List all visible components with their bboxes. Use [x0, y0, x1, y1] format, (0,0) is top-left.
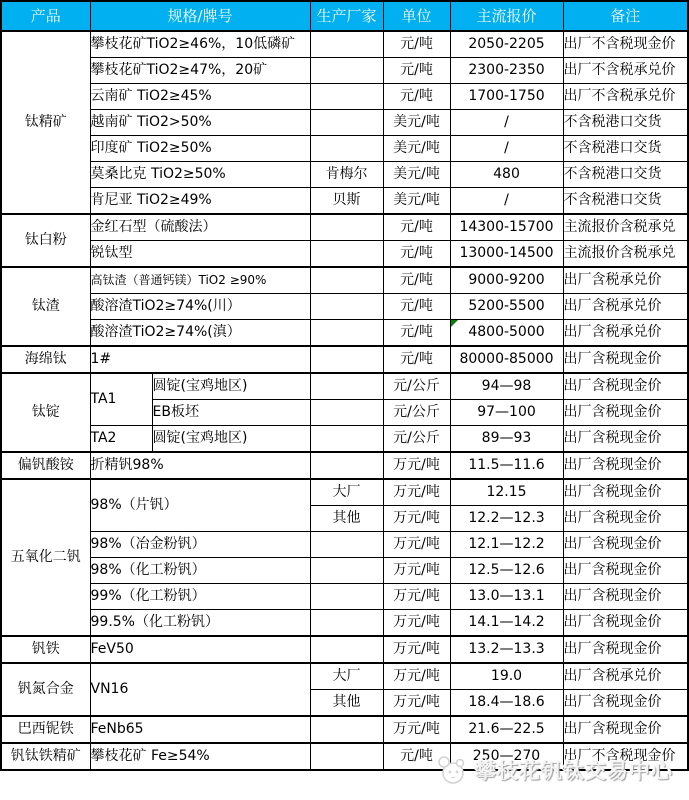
shape-cell: 圆锭(宝鸡地区): [152, 373, 310, 400]
maker-cell: 肯梅尔: [310, 162, 383, 188]
spec-cell: 高钛渣（普通钙镁）TiO2 ≥90%: [90, 267, 310, 294]
price-cell: /: [450, 136, 563, 162]
maker-cell: [310, 400, 383, 426]
price-cell: [450, 320, 563, 347]
spec-cell: 攀枝花矿 Fe≥54%: [90, 743, 310, 770]
product-cell: 钛渣: [1, 267, 90, 346]
product-cell: 偏钒酸铵: [1, 452, 90, 479]
note-cell: 出厂含税现金价: [563, 400, 688, 426]
note-cell: 出厂含税现金价: [563, 558, 688, 584]
maker-cell: [310, 426, 383, 453]
maker-cell: [310, 610, 383, 637]
shape-cell: 圆锭(宝鸡地区): [152, 426, 310, 453]
note-cell: 出厂不含税承兑价: [563, 84, 688, 110]
spec-cell: 攀枝花矿TiO2≥47%，20矿: [90, 58, 310, 84]
brand-watermark: [436, 754, 673, 786]
note-cell: 出厂不含税承兑价: [563, 58, 688, 84]
price-cell: 5200-5500: [450, 294, 563, 320]
unit-cell: 万元/吨: [383, 479, 450, 506]
spec-cell: 金红石型（硫酸法）: [90, 214, 310, 241]
note-cell: 出厂含税承兑价: [563, 320, 688, 347]
table-row: [1, 320, 688, 347]
spec-cell: 云南矿 TiO2≥45%: [90, 84, 310, 110]
price-cell: 2300-2350: [450, 58, 563, 84]
price-cell: 80000-85000: [450, 346, 563, 373]
grade-cell: TA2: [90, 426, 152, 453]
unit-cell: 美元/吨: [383, 162, 450, 188]
table-row: [1, 31, 688, 58]
product-cell: 巴西铌铁: [1, 716, 90, 743]
unit-cell: 元/公斤: [383, 400, 450, 426]
col-header-product: 产品: [1, 1, 90, 31]
col-header-unit: 单位: [383, 1, 450, 31]
table-row: [1, 663, 688, 690]
maker-cell: [310, 31, 383, 58]
table-row: [1, 558, 688, 584]
price-cell: /: [450, 110, 563, 136]
price-cell: 12.1—12.2: [450, 532, 563, 558]
table-row: [1, 584, 688, 610]
col-header-spec: 规格/牌号: [90, 1, 310, 31]
table-row: [1, 110, 688, 136]
brand-name: 攀枝花钒钛交易中心: [475, 759, 673, 783]
unit-cell: 万元/吨: [383, 663, 450, 690]
spec-cell: 折精钒98%: [90, 452, 310, 479]
price-cell: 97—100: [450, 400, 563, 426]
table-row: [1, 716, 688, 743]
product-cell: 五氧化二钒: [1, 479, 90, 636]
spec-cell: 98%（化工粉钒）: [90, 558, 310, 584]
note-cell: 出厂含税现金价: [563, 452, 688, 479]
spec-cell: 莫桑比克 TiO2≥50%: [90, 162, 310, 188]
note-cell: 主流报价含税承兑: [563, 214, 688, 241]
price-cell: 94—98: [450, 373, 563, 400]
table-row: [1, 636, 688, 663]
spec-cell: 印度矿 TiO2≥50%: [90, 136, 310, 162]
spec-cell: 越南矿 TiO2>50%: [90, 110, 310, 136]
maker-cell: 贝斯: [310, 188, 383, 215]
cell-corner-flag-icon: [451, 320, 458, 327]
product-cell: 钒铁: [1, 636, 90, 663]
spec-cell: 1#: [90, 346, 310, 373]
unit-cell: 元/吨: [383, 31, 450, 58]
spec-cell: 98%（冶金粉钒）: [90, 532, 310, 558]
note-cell: 出厂不含税现金价: [563, 743, 688, 770]
price-cell: 480: [450, 162, 563, 188]
product-cell: 钒钛铁精矿: [1, 743, 90, 770]
spec-cell: 99.5%（化工粉钒）: [90, 610, 310, 637]
note-cell: 出厂含税承兑价: [563, 267, 688, 294]
note-cell: 出厂含税现金价: [563, 532, 688, 558]
unit-cell: 元/公斤: [383, 373, 450, 400]
product-cell: 钛精矿: [1, 31, 90, 214]
unit-cell: 元/吨: [383, 346, 450, 373]
note-cell: 出厂含税现金价: [563, 610, 688, 637]
product-cell: 海绵钛: [1, 346, 90, 373]
grade-cell: TA1: [90, 373, 152, 426]
table-row: [1, 136, 688, 162]
unit-cell: 元/公斤: [383, 426, 450, 453]
price-cell: 89—93: [450, 426, 563, 453]
note-cell: 出厂含税现金价: [563, 716, 688, 743]
maker-cell: [310, 558, 383, 584]
note-cell: 出厂含税现金价: [563, 636, 688, 663]
maker-cell: [310, 532, 383, 558]
price-cell: 12.15: [450, 479, 563, 506]
spec-cell: 锐钛型: [90, 241, 310, 268]
unit-cell: 万元/吨: [383, 716, 450, 743]
spec-cell: 攀枝花矿TiO2≥46%，10低磷矿: [90, 31, 310, 58]
maker-cell: [310, 636, 383, 663]
note-cell: 出厂含税现金价: [563, 479, 688, 506]
note-cell: 出厂含税现金价: [563, 426, 688, 453]
note-cell: 出厂含税现金价: [563, 584, 688, 610]
price-cell: 14.1—14.2: [450, 610, 563, 637]
unit-cell: 万元/吨: [383, 452, 450, 479]
note-cell: 出厂含税现金价: [563, 690, 688, 717]
price-cell: 12.5—12.6: [450, 558, 563, 584]
maker-cell: 大厂: [310, 479, 383, 506]
maker-cell: [310, 241, 383, 268]
note-cell: 出厂含税现金价: [563, 373, 688, 400]
col-header-maker: 生产厂家: [310, 1, 383, 31]
unit-cell: 万元/吨: [383, 690, 450, 717]
table-row: [1, 426, 688, 453]
spec-cell: VN16: [90, 663, 310, 716]
spec-cell: 99%（化工粉钒）: [90, 584, 310, 610]
price-cell: /: [450, 188, 563, 215]
unit-cell: 元/吨: [383, 84, 450, 110]
price-cell: 1700-1750: [450, 84, 563, 110]
table-row: [1, 188, 688, 215]
maker-cell: [310, 267, 383, 294]
table-row: [1, 532, 688, 558]
note-cell: 不含税港口交货: [563, 188, 688, 215]
price-cell: 18.4—18.6: [450, 690, 563, 717]
spec-cell: 98%（片钒）: [90, 479, 310, 532]
maker-cell: [310, 136, 383, 162]
unit-cell: 元/吨: [383, 267, 450, 294]
col-header-note: 备注: [563, 1, 688, 31]
maker-cell: [310, 452, 383, 479]
note-cell: 不含税港口交货: [563, 162, 688, 188]
unit-cell: 美元/吨: [383, 188, 450, 215]
note-cell: 出厂含税承兑价: [563, 663, 688, 690]
maker-cell: [310, 320, 383, 347]
unit-cell: 万元/吨: [383, 610, 450, 637]
unit-cell: 元/吨: [383, 743, 450, 770]
maker-cell: [310, 373, 383, 400]
price-cell: 13000-14500: [450, 241, 563, 268]
spec-cell: 酸溶渣TiO2≥74%(川）: [90, 294, 310, 320]
unit-cell: 元/吨: [383, 214, 450, 241]
price-cell: 13.0—13.1: [450, 584, 563, 610]
table-row: [1, 373, 688, 400]
price-cell: 11.5—11.6: [450, 452, 563, 479]
unit-cell: 万元/吨: [383, 636, 450, 663]
maker-cell: 其他: [310, 506, 383, 532]
price-cell: 250—270: [450, 743, 563, 770]
maker-cell: [310, 84, 383, 110]
product-cell: 钛锭: [1, 373, 90, 452]
unit-cell: 万元/吨: [383, 584, 450, 610]
price-value: 4800-5000: [468, 323, 545, 340]
header-row: [1, 1, 688, 31]
note-cell: 不含税港口交货: [563, 110, 688, 136]
table-row: [1, 84, 688, 110]
maker-cell: [310, 214, 383, 241]
maker-cell: 其他: [310, 690, 383, 717]
maker-cell: [310, 346, 383, 373]
table-row: [1, 214, 688, 241]
unit-cell: 元/吨: [383, 58, 450, 84]
unit-cell: 美元/吨: [383, 136, 450, 162]
table-row: [1, 452, 688, 479]
price-cell: 14300-15700: [450, 214, 563, 241]
note-cell: 出厂含税承兑价: [563, 294, 688, 320]
product-cell: 钛白粉: [1, 214, 90, 267]
table-row: [1, 479, 688, 506]
table-row: [1, 58, 688, 84]
unit-cell: 万元/吨: [383, 506, 450, 532]
note-cell: 出厂含税现金价: [563, 506, 688, 532]
panda-logo-icon: [436, 754, 468, 786]
unit-cell: 元/吨: [383, 320, 450, 347]
price-cell: 19.0: [450, 663, 563, 690]
price-cell: 2050-2205: [450, 31, 563, 58]
table-row: [1, 241, 688, 268]
table-row: [1, 294, 688, 320]
maker-cell: [310, 58, 383, 84]
table-row: [1, 162, 688, 188]
spec-cell: FeV50: [90, 636, 310, 663]
spec-cell: 肯尼亚 TiO2≥49%: [90, 188, 310, 215]
unit-cell: 万元/吨: [383, 532, 450, 558]
note-cell: 出厂不含税现金价: [563, 31, 688, 58]
shape-cell: EB板坯: [152, 400, 310, 426]
note-cell: 出厂含税现金价: [563, 346, 688, 373]
maker-cell: [310, 294, 383, 320]
maker-cell: [310, 584, 383, 610]
unit-cell: 元/吨: [383, 294, 450, 320]
price-cell: 21.6—22.5: [450, 716, 563, 743]
unit-cell: 元/吨: [383, 241, 450, 268]
table-row: [1, 346, 688, 373]
price-cell: 13.2—13.3: [450, 636, 563, 663]
maker-cell: [310, 716, 383, 743]
spec-cell: FeNb65: [90, 716, 310, 743]
table-row: [1, 610, 688, 637]
spec-cell: 酸溶渣TiO2≥74%(滇）: [90, 320, 310, 347]
unit-cell: 美元/吨: [383, 110, 450, 136]
note-cell: 主流报价含税承兑: [563, 241, 688, 268]
price-cell: 9000-9200: [450, 267, 563, 294]
product-cell: 钒氮合金: [1, 663, 90, 716]
price-cell: 12.2—12.3: [450, 506, 563, 532]
col-header-price: 主流报价: [450, 1, 563, 31]
maker-cell: [310, 743, 383, 770]
unit-cell: 万元/吨: [383, 558, 450, 584]
table-row: [1, 267, 688, 294]
maker-cell: [310, 110, 383, 136]
maker-cell: 大厂: [310, 663, 383, 690]
note-cell: 不含税港口交货: [563, 136, 688, 162]
